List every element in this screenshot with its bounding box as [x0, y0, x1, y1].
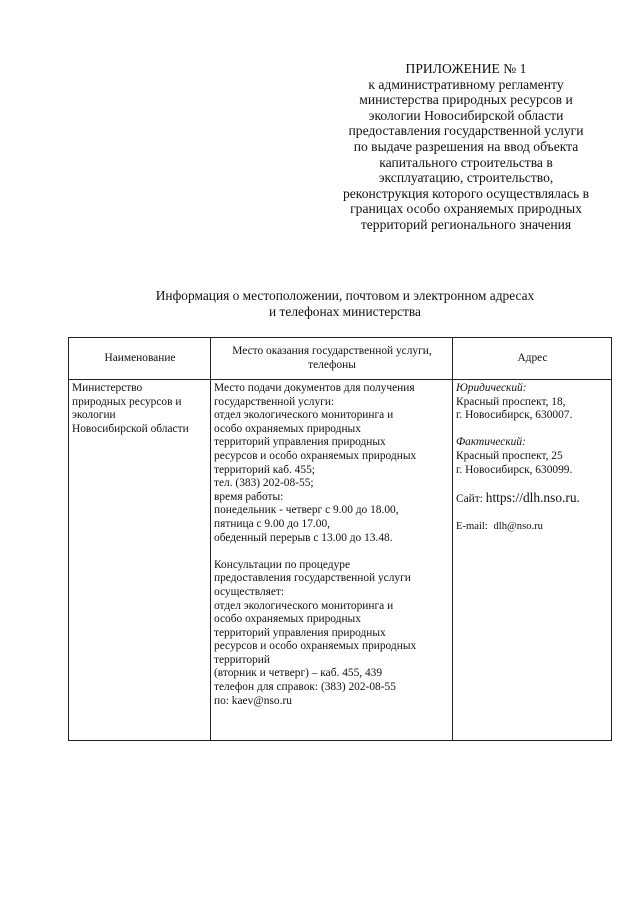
header-place: [211, 338, 453, 380]
place-line: отдел экологического мониторинга и: [214, 409, 394, 422]
header-address: [453, 338, 612, 380]
place-line: ресурсов и особо охраняемых природных: [214, 449, 417, 462]
consult-email-line: по: kaev@nso.ru: [214, 694, 292, 707]
info-title-line: Информация о местоположении, почтовом и электронном адресах: [155, 288, 535, 303]
header-place-line: телефоны: [308, 358, 356, 371]
place-line: территорий каб. 455;: [214, 463, 315, 476]
header-address-label: Адрес: [517, 351, 548, 364]
phone-line: тел. (383) 202-08-55;: [214, 477, 314, 490]
appendix-title: ПРИЛОЖЕНИЕ № 1: [405, 61, 527, 76]
appendix-line: по выдаче разрешения на ввод объекта: [353, 138, 579, 154]
email-link[interactable]: dlh@nso.ru: [493, 520, 543, 532]
appendix-line: к административному регламенту: [368, 76, 564, 92]
legal-address-line: г. Новосибирск, 630007.: [456, 409, 573, 422]
website-line: [456, 491, 609, 507]
header-name-label: Наименование: [104, 351, 176, 364]
website-link[interactable]: https://dlh.nso.ru.: [485, 489, 580, 505]
actual-address-line: г. Новосибирск, 630099.: [456, 463, 573, 476]
appendix-line: министерства природных ресурсов и: [359, 92, 573, 108]
place-line: Место подачи документов для получения: [214, 382, 415, 394]
consult-line: территорий управления природных: [214, 626, 386, 639]
consult-phone-line: телефон для справок: (383) 202-08-55: [214, 681, 396, 694]
place-line: особо охраняемых природных: [214, 422, 361, 435]
cell-name: [69, 380, 211, 741]
table-row: [69, 380, 612, 741]
appendix-line: реконструкция которого осуществлялась в: [342, 185, 590, 201]
legal-address-label: Юридический:: [456, 382, 527, 394]
appendix-line: эксплуатацию, строительство,: [378, 170, 554, 186]
spacer: [214, 545, 450, 559]
appendix-line: территорий регионального значения: [360, 216, 572, 232]
cell-address: [453, 380, 612, 741]
hours-line: обеденный перерыв с 13.00 до 13.48.: [214, 531, 393, 544]
name-line: природных ресурсов и: [72, 395, 182, 408]
header-place-line: Место оказания государственной услуги,: [232, 344, 432, 357]
consult-line: ресурсов и особо охраняемых природных: [214, 640, 417, 653]
header-name: [69, 338, 211, 380]
name-line: Новосибирской области: [72, 422, 189, 435]
spacer: [456, 423, 609, 437]
email-label: E-mail:: [456, 520, 488, 532]
website-label: Сайт:: [456, 492, 483, 505]
appendix-line: границах особо охраняемых природных: [350, 201, 582, 217]
info-title-line: и телефонах министерства: [269, 303, 421, 319]
appendix-line: капитального строительства в: [379, 154, 553, 170]
appendix-line: предоставления государственной услуги: [348, 123, 584, 139]
name-line: экологии: [72, 409, 116, 422]
email-line: [456, 520, 609, 534]
consult-line: особо охраняемых природных: [214, 613, 361, 626]
hours-line: время работы:: [214, 490, 284, 503]
consult-line: (вторник и четверг) – каб. 455, 439: [214, 667, 383, 680]
consult-line: осуществляет:: [214, 585, 285, 598]
consult-line: предоставления государственной услуги: [214, 572, 411, 585]
spacer: [456, 506, 609, 520]
legal-address-line: Красный проспект, 18,: [456, 395, 566, 408]
consult-line: Консультации по процедуре: [214, 558, 351, 571]
hours-line: понедельник - четверг с 9.00 до 18.00,: [214, 504, 399, 517]
consult-line: территорий: [214, 653, 270, 666]
info-title: [60, 288, 630, 319]
cell-place: [211, 380, 453, 741]
hours-line: пятница с 9.00 до 17.00,: [214, 517, 331, 530]
consult-line: отдел экологического мониторинга и: [214, 599, 394, 612]
ministry-info-table: [68, 337, 612, 741]
table-header-row: [69, 338, 612, 380]
spacer: [456, 477, 609, 491]
appendix-header: [320, 61, 612, 233]
place-line: государственной услуги:: [214, 395, 335, 408]
actual-address-line: Красный проспект, 25: [456, 449, 563, 462]
appendix-line: экологии Новосибирской области: [368, 107, 564, 123]
actual-address-label: Фактический:: [456, 436, 526, 449]
name-line: Министерство: [72, 382, 143, 394]
place-line: территорий управления природных: [214, 436, 386, 449]
